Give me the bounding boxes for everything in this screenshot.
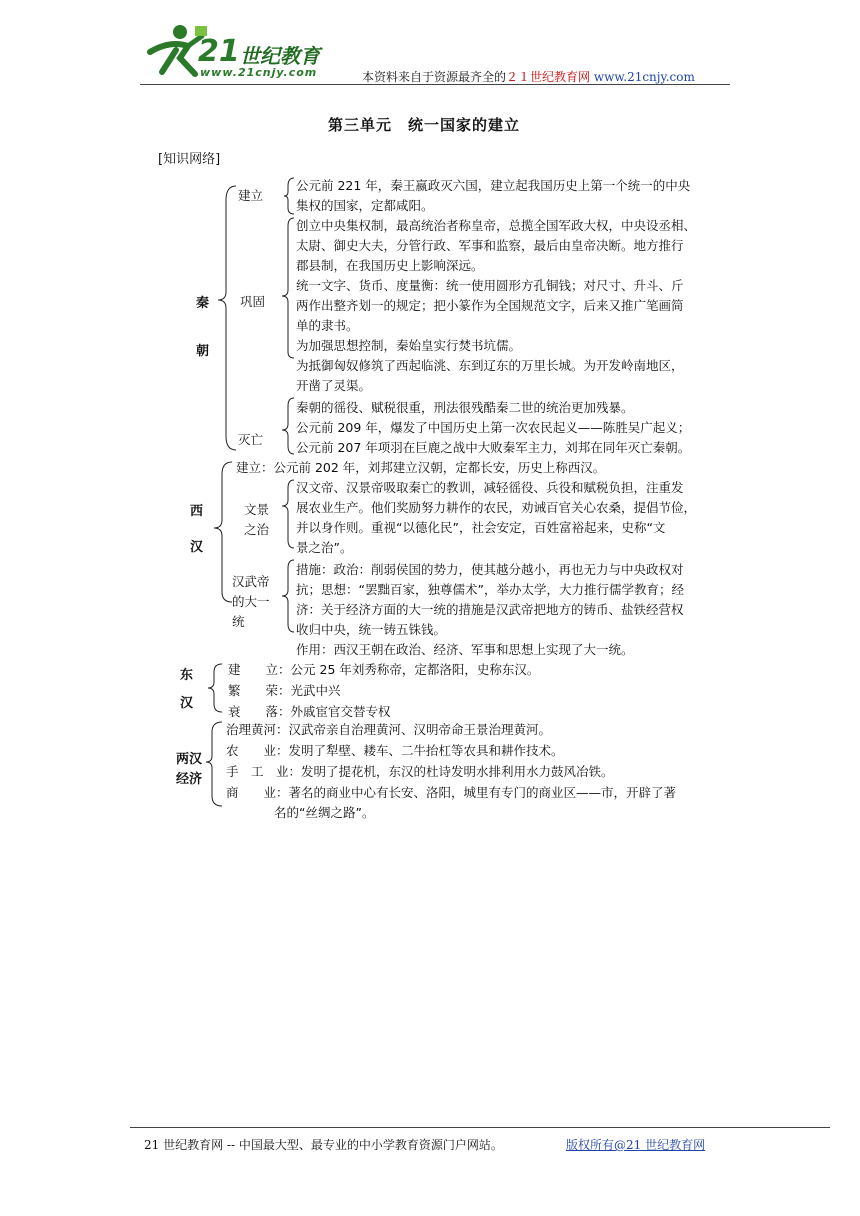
qin-line: 单的隶书。 <box>296 318 359 333</box>
qin-line: 创立中央集权制，最高统治者称皇帝，总揽全国军政大权，中央设丞相、 <box>296 218 697 233</box>
logo-number: 21 <box>198 34 240 69</box>
economy-row-value: 汉武帝亲自治理黄河、汉明帝命王景治理黄河。 <box>288 722 552 737</box>
qin-line: 统一文字、货币、度量衡：统一使用圆形方孔铜钱；对尺寸、升斗、斤 <box>296 278 684 293</box>
qin-line: 太尉、御史大夫，分管行政、军事和监察，最后由皇帝决断。地方推行 <box>296 238 684 253</box>
notice-url-link[interactable]: www.21cnjy.com <box>593 70 695 84</box>
economy-row <box>226 762 614 782</box>
notice-prefix: 本资料来自于资源最齐全的 <box>362 70 507 84</box>
economy-row-key: 商 业： <box>226 785 289 800</box>
economy-row <box>226 783 676 803</box>
donghan-row-value: 公元 25 年刘秀称帝，定都洛阳，史称东汉。 <box>290 662 540 677</box>
donghan-row <box>228 660 539 680</box>
logo-text: 世纪教育 <box>240 44 320 68</box>
donghan-row-key: 繁 荣： <box>228 683 291 698</box>
donghan-row-key: 建 立： <box>228 662 291 677</box>
donghan-row-key: 衰 落： <box>228 704 291 719</box>
xihan-sub-wudi-3: 统 <box>232 614 245 629</box>
qin-line: 公元前 221 年，秦王嬴政灭六国，建立起我国历史上第一个统一的中央 <box>296 178 691 193</box>
xihan-line: 济：关于经济方面的大一统的措施是汉武帝把地方的铸币、盐铁经营权 <box>296 602 684 617</box>
donghan-row-value: 外戚宦官交替专权 <box>290 704 391 719</box>
economy-row-value: 著名的商业中心有长安、洛阳，城里有专门的商业区——市，开辟了著 <box>288 785 677 800</box>
xihan-sub-wenjing-1: 文景 <box>244 502 270 517</box>
footer-text: 21 世纪教育网 -- 中国最大型、最专业的中小学教育资源门户网站。 <box>144 1138 503 1152</box>
qin-sub-miewang: 灭亡 <box>238 432 264 447</box>
xihan-label-1: 西 <box>190 504 204 519</box>
qin-line: 为抵御匈奴修筑了西起临洮、东到辽东的万里长城。为开发岭南地区， <box>296 358 684 373</box>
qin-line: 集权的国家，定都咸阳。 <box>296 198 434 213</box>
economy-row <box>226 741 564 761</box>
economy-row-key: 手 工 业： <box>226 764 302 779</box>
donghan-row <box>228 681 341 701</box>
economy-label-2: 经济 <box>176 772 203 787</box>
qin-sub-gonggu: 巩固 <box>240 294 266 309</box>
economy-row <box>226 720 551 740</box>
logo-url: www.21cnjy.com <box>200 66 318 79</box>
xihan-line: 抗；思想：“罢黜百家，独尊儒术”，举办太学，大力推行儒学教育；经 <box>296 582 684 597</box>
economy-label-1: 两汉 <box>176 752 203 767</box>
donghan-row <box>228 702 391 722</box>
xihan-label-2: 汉 <box>190 540 204 555</box>
qin-line: 郡县制，在我国历史上影响深远。 <box>296 258 484 273</box>
qin-label-1: 秦 <box>196 296 210 311</box>
xihan-line: 展农业生产。他们奖励努力耕作的农民，劝诫百官关心农桑，提倡节俭， <box>296 500 697 515</box>
footer-divider <box>130 1127 830 1128</box>
xihan-line: 景之治”。 <box>296 540 353 555</box>
xihan-jianli-line: 建立：公元前 202 年，刘邦建立汉朝，定都长安，历史上称西汉。 <box>236 460 606 475</box>
xihan-line: 汉文帝、汉景帝吸取秦亡的教训，减轻徭役、兵役和赋税负担，注重发 <box>296 480 684 495</box>
page-title: 第三单元 统一国家的建立 <box>328 116 521 134</box>
xihan-line: 收归中央，统一铸五铢钱。 <box>296 622 447 637</box>
xihan-sub-wudi-2: 的大一 <box>232 594 270 609</box>
xihan-line: 措施：政治：削弱侯国的势力，使其越分越小，再也无力与中央政权对 <box>296 562 684 577</box>
notice-site-link[interactable]: ２１世纪教育网 <box>506 70 591 84</box>
qin-line: 开凿了灵渠。 <box>296 378 372 393</box>
donghan-row-value: 光武中兴 <box>290 683 341 698</box>
economy-row-value: 发明了提花机，东汉的杜诗发明水排利用水力鼓风冶铁。 <box>301 764 614 779</box>
footer-copyright-link[interactable]: 版权所有@21 世纪教育网 <box>566 1138 706 1152</box>
economy-row-key: 农 业： <box>226 743 289 758</box>
xihan-sub-wenjing-2: 之治 <box>244 522 270 537</box>
section-label: [知识网络] <box>158 152 221 167</box>
qin-sub-jianli: 建立 <box>238 188 264 203</box>
qin-line: 公元前 209 年，爆发了中国历史上第一次农民起义——陈胜吴广起义； <box>296 420 691 435</box>
qin-line: 秦朝的徭役、赋税很重，刑法很残酷秦二世的统治更加残暴。 <box>296 400 634 415</box>
donghan-label-1: 东 <box>180 668 194 683</box>
economy-last-line: 名的“丝绸之路”。 <box>274 805 375 820</box>
xihan-line: 作用：西汉王朝在政治、经济、军事和思想上实现了大一统。 <box>296 642 634 657</box>
economy-row-value: 发明了犁壁、耧车、二牛抬杠等农具和耕作技术。 <box>288 743 564 758</box>
economy-row-key: 治理黄河： <box>226 722 289 737</box>
xihan-line: 并以身作则。重视“以德化民”，社会安定，百姓富裕起来，史称“文 <box>296 520 666 535</box>
qin-line: 为加强思想控制，秦始皇实行焚书坑儒。 <box>296 338 522 353</box>
xihan-sub-wudi-1: 汉武帝 <box>232 574 270 589</box>
qin-line: 两作出整齐划一的规定；把小篆作为全国规范文字，后来又推广笔画简 <box>296 298 684 313</box>
donghan-label-2: 汉 <box>180 696 194 711</box>
qin-line: 公元前 207 年项羽在巨鹿之战中大败秦军主力，刘邦在同年灭亡秦朝。 <box>296 440 691 455</box>
qin-label-2: 朝 <box>196 344 210 359</box>
